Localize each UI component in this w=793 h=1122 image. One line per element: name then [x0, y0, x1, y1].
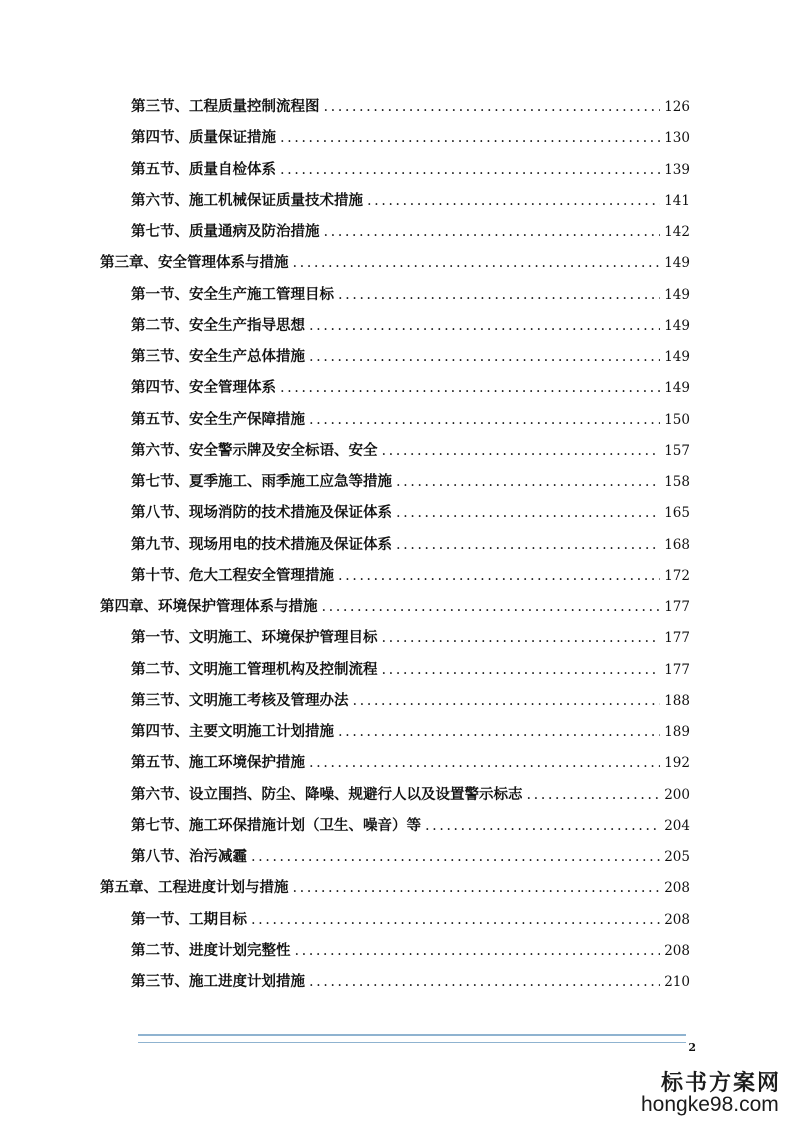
toc-section-entry[interactable] — [131, 440, 690, 462]
toc-entry-title: 第四节、质量保证措施 — [131, 129, 276, 147]
toc-entry-page-number: 142 — [664, 224, 690, 240]
toc-dot-leader — [293, 877, 661, 899]
page-number: 2 — [688, 1041, 696, 1054]
toc-entry-page-number: 168 — [664, 536, 690, 553]
toc-dot-leader — [396, 502, 660, 524]
toc-dot-leader — [309, 752, 660, 774]
toc-dot-leader — [280, 127, 660, 149]
toc-entry-title: 第四章、环境保护管理体系与措施 — [100, 598, 318, 615]
toc-dot-leader — [309, 346, 660, 368]
toc-dot-leader — [338, 721, 660, 743]
watermark-brand: 标书方案网 — [661, 1070, 782, 1096]
toc-entry-page-number: 150 — [664, 411, 690, 428]
toc-entry-title: 第三节、安全生产总体措施 — [131, 348, 305, 365]
toc-entry-page-number: 141 — [664, 192, 690, 209]
toc-entry-page-number: 172 — [664, 567, 690, 584]
toc-section-entry[interactable] — [131, 190, 690, 212]
toc-entry-page-number: 189 — [664, 724, 690, 740]
toc-section-entry[interactable] — [131, 409, 690, 431]
toc-entry-title: 第六节、设立围挡、防尘、降噪、规避行人以及设置警示标志 — [131, 785, 523, 803]
toc-entry-page-number: 208 — [664, 942, 690, 959]
toc-entry-page-number: 208 — [664, 911, 690, 928]
toc-entry-title: 第三节、文明施工考核及管理办法 — [131, 691, 349, 709]
toc-dot-leader — [382, 627, 661, 649]
toc-dot-leader — [367, 190, 660, 212]
toc-entry-page-number: 149 — [664, 380, 690, 397]
toc-entry-page-number: 177 — [664, 661, 690, 678]
toc-entry-title: 第五节、施工环境保护措施 — [131, 754, 305, 772]
toc-section-entry[interactable] — [131, 971, 690, 993]
toc-entry-title: 第二节、文明施工管理机构及控制流程 — [131, 660, 378, 678]
toc-dot-leader — [295, 940, 661, 962]
toc-dot-leader — [324, 96, 661, 118]
toc-section-entry[interactable] — [131, 471, 690, 493]
toc-entry-title: 第一节、安全生产施工管理目标 — [131, 285, 334, 303]
toc-entry-page-number: 149 — [664, 255, 690, 272]
toc-section-entry[interactable] — [131, 377, 690, 399]
toc-entry-page-number: 126 — [664, 99, 690, 115]
toc-entry-page-number: 130 — [664, 130, 690, 147]
toc-section-entry[interactable] — [131, 346, 690, 368]
toc-entry-page-number: 165 — [664, 505, 690, 522]
toc-entry-page-number: 149 — [664, 349, 690, 365]
toc-section-entry[interactable] — [131, 909, 690, 931]
toc-section-entry[interactable] — [131, 159, 690, 181]
toc-entry-page-number: 204 — [664, 817, 690, 834]
watermark-url: hongke98.com — [641, 1093, 779, 1116]
toc-entry-title: 第六节、施工机械保证质量技术措施 — [131, 191, 363, 209]
toc-dot-leader — [309, 315, 660, 337]
toc-entry-title: 第八节、现场消防的技术措施及保证体系 — [131, 504, 392, 522]
toc-entry-title: 第九节、现场用电的技术措施及保证体系 — [131, 535, 392, 553]
toc-entry-page-number: 205 — [664, 849, 690, 865]
toc-chapter-entry[interactable] — [100, 596, 690, 618]
toc-entry-title: 第一节、文明施工、环境保护管理目标 — [131, 629, 378, 647]
toc-section-entry[interactable] — [131, 502, 690, 524]
toc-entry-page-number: 177 — [664, 630, 690, 647]
toc-entry-title: 第六节、安全警示牌及安全标语、安全 — [131, 441, 378, 459]
toc-section-entry[interactable] — [131, 221, 690, 243]
toc-dot-leader — [280, 159, 660, 181]
toc-entry-title: 第八节、治污减霾 — [131, 848, 247, 865]
toc-entry-page-number: 149 — [664, 286, 690, 303]
toc-section-entry[interactable] — [131, 284, 690, 306]
toc-entry-title: 第五节、质量自检体系 — [131, 160, 276, 178]
toc-entry-page-number: 177 — [664, 599, 690, 615]
toc-section-entry[interactable] — [131, 534, 690, 556]
toc-entry-title: 第七节、质量通病及防治措施 — [131, 223, 320, 240]
toc-dot-leader — [527, 784, 661, 806]
toc-dot-leader — [382, 659, 661, 681]
toc-entry-title: 第四节、安全管理体系 — [131, 379, 276, 397]
toc-section-entry[interactable] — [131, 565, 690, 587]
toc-entry-title: 第四节、主要文明施工计划措施 — [131, 723, 334, 740]
toc-section-entry[interactable] — [131, 690, 690, 712]
toc-section-entry[interactable] — [131, 127, 690, 149]
toc-dot-leader — [338, 565, 660, 587]
toc-section-entry[interactable] — [131, 940, 690, 962]
toc-section-entry[interactable] — [131, 815, 690, 837]
toc-dot-leader — [353, 690, 661, 712]
toc-entry-title: 第五节、安全生产保障措施 — [131, 410, 305, 428]
toc-entry-page-number: 200 — [664, 786, 690, 803]
toc-entry-page-number: 139 — [664, 161, 690, 178]
toc-entry-page-number: 192 — [664, 755, 690, 772]
toc-dot-leader — [382, 440, 661, 462]
toc-dot-leader — [322, 596, 661, 618]
toc-dot-leader — [309, 971, 660, 993]
toc-dot-leader — [338, 284, 660, 306]
toc-entry-title: 第五章、工程进度计划与措施 — [100, 879, 289, 897]
toc-entry-title: 第三章、安全管理体系与措施 — [100, 254, 289, 272]
toc-entry-title: 第二节、安全生产指导思想 — [131, 316, 305, 334]
toc-entry-page-number: 210 — [664, 974, 690, 990]
toc-dot-leader — [251, 846, 660, 868]
toc-chapter-entry[interactable] — [100, 877, 690, 899]
toc-entry-title: 第十节、危大工程安全管理措施 — [131, 566, 334, 584]
toc-section-entry[interactable] — [131, 96, 690, 118]
toc-section-entry[interactable] — [131, 752, 690, 774]
toc-entry-page-number: 149 — [664, 317, 690, 334]
toc-entry-page-number: 158 — [664, 474, 690, 490]
toc-section-entry[interactable] — [131, 784, 690, 806]
toc-entry-title: 第三节、施工进度计划措施 — [131, 973, 305, 990]
toc-entry-title: 第七节、夏季施工、雨季施工应急等措施 — [131, 473, 392, 490]
toc-chapter-entry[interactable] — [100, 252, 690, 274]
toc-section-entry[interactable] — [131, 659, 690, 681]
toc-entry-title: 第三节、工程质量控制流程图 — [131, 98, 320, 115]
toc-entry-page-number: 208 — [664, 880, 690, 897]
toc-section-entry[interactable] — [131, 846, 690, 868]
toc-dot-leader — [309, 409, 660, 431]
toc-entry-title: 第一节、工期目标 — [131, 910, 247, 928]
toc-entry-page-number: 157 — [664, 442, 690, 459]
toc-dot-leader — [425, 815, 660, 837]
toc-dot-leader — [251, 909, 660, 931]
footer-divider — [138, 1034, 686, 1043]
toc-section-entry[interactable] — [131, 721, 690, 743]
toc-dot-leader — [324, 221, 661, 243]
toc-dot-leader — [293, 252, 661, 274]
toc-section-entry[interactable] — [131, 627, 690, 649]
toc-section-entry[interactable] — [131, 315, 690, 337]
toc-dot-leader — [396, 534, 660, 556]
toc-dot-leader — [396, 471, 660, 493]
toc-entry-title: 第二节、进度计划完整性 — [131, 941, 291, 959]
toc-entry-page-number: 188 — [664, 692, 690, 709]
toc-dot-leader — [280, 377, 660, 399]
toc-entry-title: 第七节、施工环保措施计划（卫生、噪音）等 — [131, 816, 421, 834]
